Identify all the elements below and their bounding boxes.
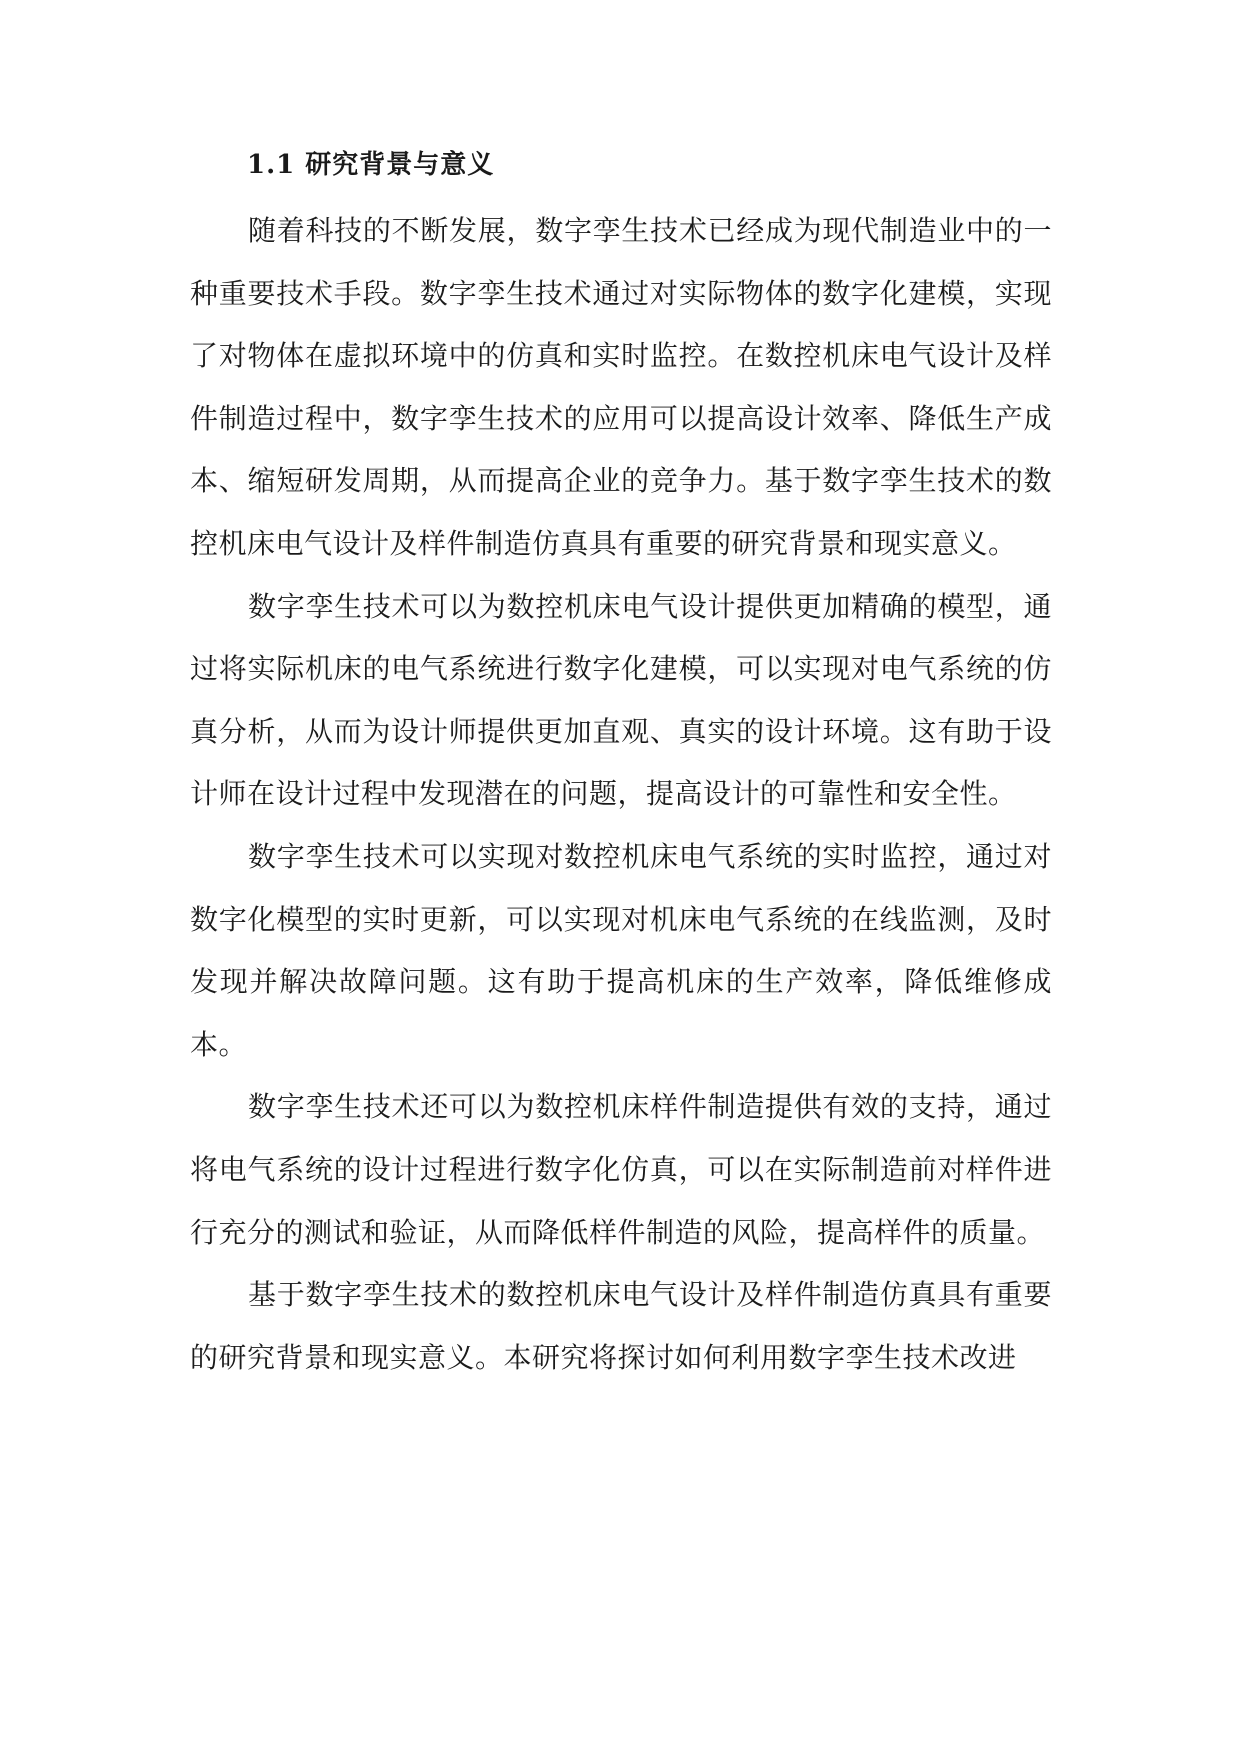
paragraph-research-purpose: 基于数字孪生技术的数控机床电气设计及样件制造仿真具有重要的研究背景和现实意义。本研究将探讨如何利用数字孪生技术改进 xyxy=(190,1278,1052,1374)
paragraph-realtime-monitoring: 数字孪生技术可以实现对数控机床电气系统的实时监控，通过对数字化模型的实时更新，可以实现对机床电气系统的在线监测，及时发现并解决故障问题。这有助于提高机床的生产效率，降低维修成本。 xyxy=(190,839,1052,1061)
paragraph-sample-manufacturing: 数字孪生技术还可以为数控机床样件制造提供有效的支持，通过将电气系统的设计过程进行数字化仿真，可以在实际制造前对样件进行充分的测试和验证，从而降低样件制造的风险，提高样件的质量。 xyxy=(190,1090,1052,1249)
page-content xyxy=(190,142,1052,1389)
section-heading: 1.1 研究背景与意义 xyxy=(247,150,495,180)
paragraph-background: 随着科技的不断发展，数字孪生技术已经成为现代制造业中的一种重要技术手段。数字孪生技术通过对实际物体的数字化建模，实现了对物体在虚拟环境中的仿真和实时监控。在数控机床电气设计及样件制造过程中，数字孪生技术的应用可以提高设计效率、降低生产成本、缩短研发周期，从而提高企业的竞争力。基于数字孪生技术的数控机床电气设计及样件制造仿真具有重要的研究背景和现实意义。 xyxy=(190,214,1052,560)
paragraph-design-model: 数字孪生技术可以为数控机床电气设计提供更加精确的模型，通过将实际机床的电气系统进行数字化建模，可以实现对电气系统的仿真分析，从而为设计师提供更加直观、真实的设计环境。这有助于设计师在设计过程中发现潜在的问题，提高设计的可靠性和安全性。 xyxy=(190,589,1052,811)
